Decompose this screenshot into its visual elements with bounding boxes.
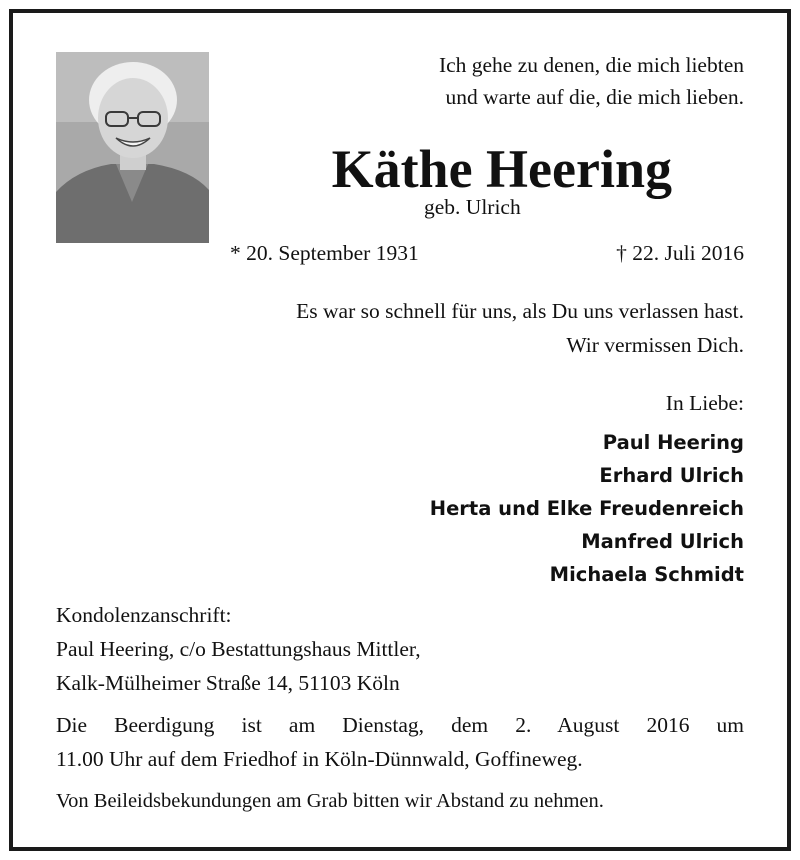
mourner-name: Paul Heering — [602, 431, 744, 454]
birth-date: * 20. September 1931 — [230, 241, 419, 265]
funeral-info-line-2: 11.00 Uhr auf dem Friedhof in Köln-Dünnwald, Goffineweg. — [56, 747, 583, 771]
condolence-address-line-2: Kalk-Mülheimer Straße 14, 51103 Köln — [56, 671, 400, 695]
maiden-name: geb. Ulrich — [424, 195, 521, 219]
deceased-name: Käthe Heering — [331, 139, 672, 199]
message-line-2: Wir vermissen Dich. — [566, 333, 744, 357]
funeral-info-line-1: Die Beerdigung ist am Dienstag, dem 2. August 2016 um — [56, 713, 744, 737]
poem-line-1: Ich gehe zu denen, die mich liebten — [438, 53, 744, 77]
portrait-photo — [56, 52, 209, 243]
death-date: † 22. Juli 2016 — [616, 241, 744, 265]
condolence-label: Kondolenzanschrift: — [56, 603, 232, 627]
mourner-name: Erhard Ulrich — [599, 464, 744, 487]
condolence-address-line-1: Paul Heering, c/o Bestattungshaus Mittler, — [56, 637, 421, 661]
condolence-note: Von Beileidsbekundungen am Grab bitten wir Abstand zu nehmen. — [56, 790, 604, 812]
mourners-intro: In Liebe: — [665, 391, 744, 415]
mourner-name: Manfred Ulrich — [581, 530, 744, 553]
mourner-name: Michaela Schmidt — [549, 563, 744, 586]
mourner-name: Herta und Elke Freudenreich — [429, 497, 744, 520]
message-line-1: Es war so schnell für uns, als Du uns verlassen hast. — [296, 299, 744, 323]
poem-line-2: und warte auf die, die mich lieben. — [445, 85, 744, 109]
